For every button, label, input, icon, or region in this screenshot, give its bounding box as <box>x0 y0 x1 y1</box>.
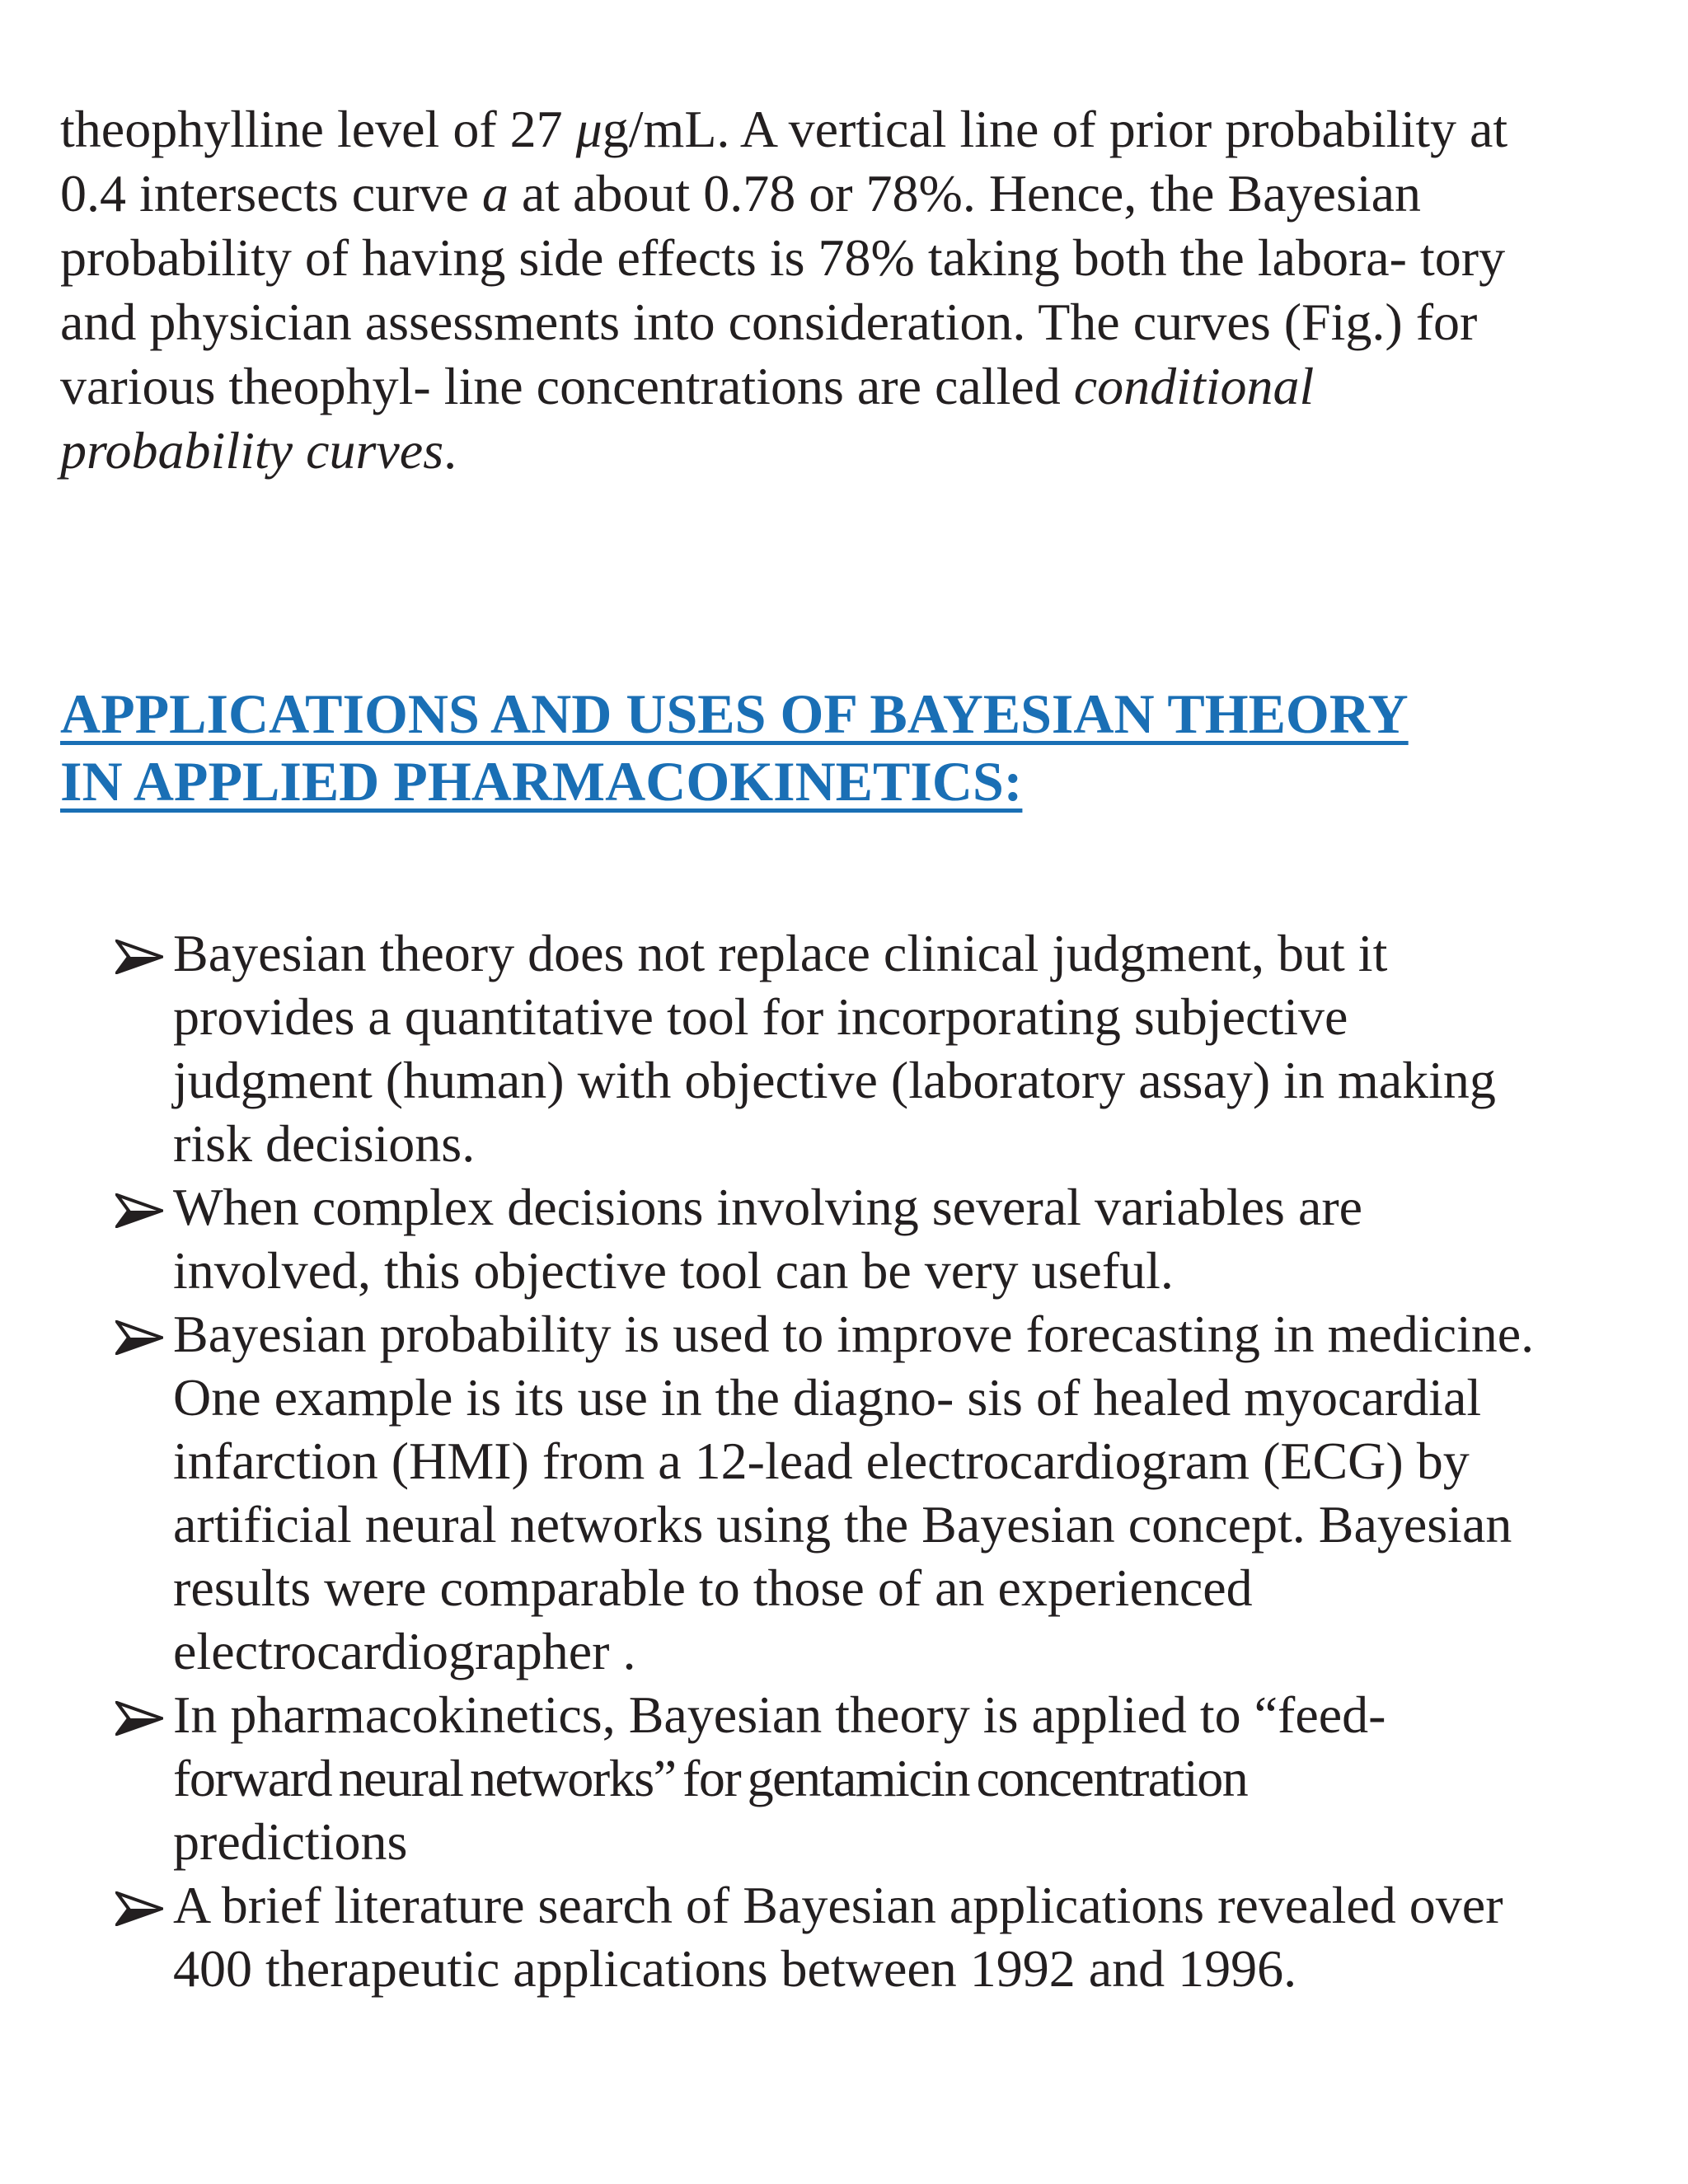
intro-line <box>60 226 1626 290</box>
bullet-line: involved, this objective tool can be very useful. <box>173 1241 1174 1300</box>
heading-text: IN APPLIED PHARMACOKINETICS: <box>60 750 1023 813</box>
intro-line <box>60 419 1626 483</box>
heading-line <box>60 680 1626 748</box>
intro-line <box>60 97 1626 162</box>
intro-text: . <box>443 421 457 480</box>
intro-text: theophylline level of 27 <box>60 100 576 158</box>
intro-line <box>60 290 1626 354</box>
bullet-line: When complex decisions involving several variables are <box>173 1178 1363 1236</box>
intro-text: probability of having side effects is 78% taking both the labora- tory <box>60 228 1506 287</box>
section-heading <box>60 680 1626 815</box>
bullet-list <box>115 921 1648 2000</box>
intro-italic-text: probability curves <box>60 421 444 480</box>
bullet-line: electrocardiographer . <box>173 1622 636 1680</box>
intro-line <box>60 354 1626 419</box>
bullet-line: infarction (HMI) from a 12-lead electrocardiogram (ECG) by <box>173 1432 1470 1490</box>
intro-paragraph <box>60 97 1626 483</box>
intro-italic-text: conditional <box>1073 357 1315 415</box>
arrowhead-bullet-icon <box>115 1320 163 1355</box>
bullet-line: artificial neural networks using the Bayesian concept. Bayesian <box>173 1495 1512 1554</box>
intro-text: and physician assessments into consideration. The curves (Fig.) for <box>60 293 1478 351</box>
bullet-line: forward neural networks” for gentamicin concentration <box>173 1749 1248 1807</box>
intro-text: various theophyl- line concentrations are called <box>60 357 1074 415</box>
arrowhead-bullet-icon <box>115 940 163 974</box>
bullet-item <box>115 1873 1648 2000</box>
intro-italic-text: μ <box>575 100 603 158</box>
arrowhead-bullet-icon <box>115 1701 163 1736</box>
bullet-line: 400 therapeutic applications between 1992 and 1996. <box>173 1939 1297 1998</box>
bullet-line: risk decisions. <box>173 1114 476 1173</box>
bullet-item <box>115 921 1648 1175</box>
bullet-line: judgment (human) with objective (laboratory assay) in making <box>173 1051 1496 1109</box>
arrowhead-bullet-icon <box>115 1891 163 1926</box>
bullet-line: In pharmacokinetics, Bayesian theory is applied to “feed- <box>173 1685 1386 1744</box>
bullet-line: provides a quantitative tool for incorporating subjective <box>173 987 1348 1046</box>
intro-line <box>60 162 1626 226</box>
intro-text: 0.4 intersects curve <box>60 164 482 223</box>
bullet-line: predictions <box>173 1812 408 1871</box>
arrowhead-bullet-icon <box>115 1193 163 1228</box>
bullet-line: A brief literature search of Bayesian applications revealed over <box>173 1876 1503 1934</box>
bullet-item <box>115 1683 1648 1873</box>
bullet-line: Bayesian theory does not replace clinical judgment, but it <box>173 924 1388 982</box>
heading-line <box>60 748 1626 815</box>
intro-italic-text: a <box>481 164 509 223</box>
bullet-item <box>115 1302 1648 1683</box>
bullet-line: Bayesian probability is used to improve forecasting in medicine. <box>173 1305 1535 1363</box>
bullet-item <box>115 1175 1648 1302</box>
bullet-line: results were comparable to those of an experienced <box>173 1558 1253 1617</box>
bullet-line: One example is its use in the diagno- sis of healed myocardial <box>173 1368 1482 1427</box>
heading-text: APPLICATIONS AND USES OF BAYESIAN THEORY <box>60 682 1409 745</box>
intro-text: g/mL. A vertical line of prior probability at <box>602 100 1508 158</box>
intro-text: at about 0.78 or 78%. Hence, the Bayesian <box>508 164 1422 223</box>
